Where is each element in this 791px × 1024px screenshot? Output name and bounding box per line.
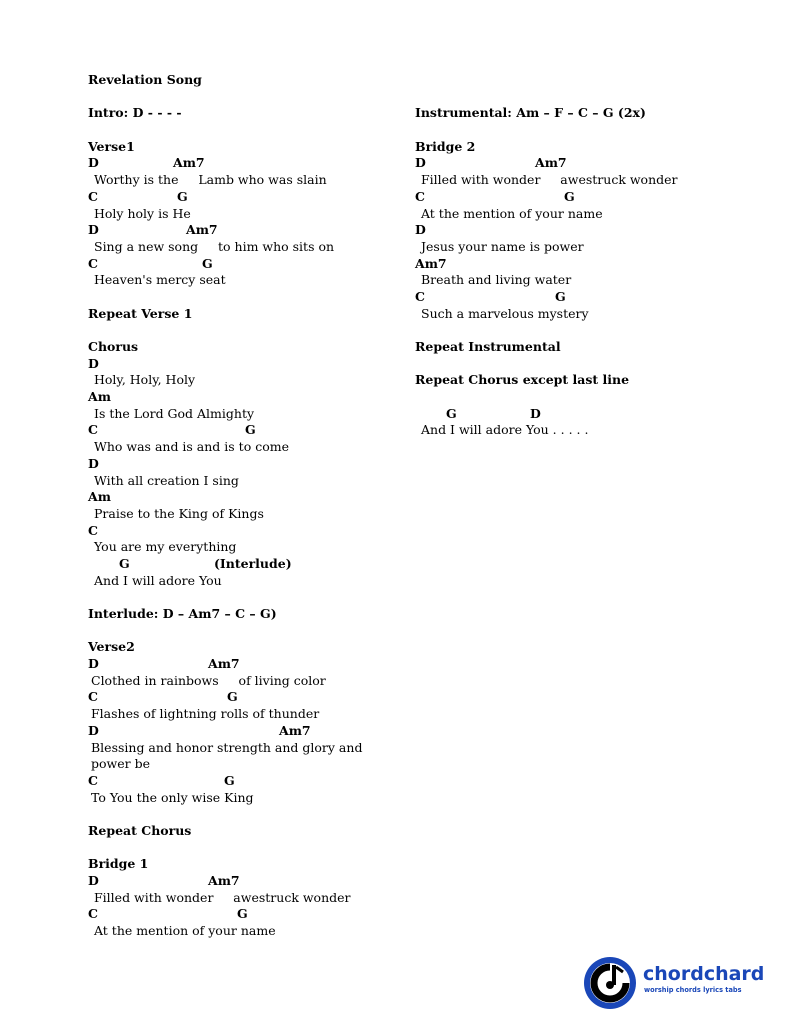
chord: C xyxy=(88,422,98,438)
lyric-line: Holy holy is He xyxy=(94,205,191,221)
chord: Am xyxy=(88,389,111,405)
chord: G xyxy=(564,188,575,204)
chord: D xyxy=(88,656,99,672)
repeat-chorus: Repeat Chorus xyxy=(88,822,192,838)
lyric-line: Worthy is the Lamb who was slain xyxy=(94,172,327,188)
bridge1-heading: Bridge 1 xyxy=(88,856,149,872)
chord: D xyxy=(88,455,99,471)
chord: Am7 xyxy=(279,722,311,738)
bridge2-heading: Bridge 2 xyxy=(415,138,476,154)
verse2-heading: Verse2 xyxy=(88,639,135,655)
lyric-line: Flashes of lightning rolls of thunder xyxy=(91,706,320,722)
chord: G xyxy=(446,405,457,421)
lyric-line: Heaven's mercy seat xyxy=(94,272,226,288)
lyric-line: Filled with wonder awestruck wonder xyxy=(94,889,351,905)
chord: G xyxy=(202,255,213,271)
verse1-heading: Verse1 xyxy=(88,138,135,154)
lyric-line: Filled with wonder awestruck wonder xyxy=(421,172,678,188)
chord: D xyxy=(88,355,99,371)
lyric-line: Holy, Holy, Holy xyxy=(94,372,196,388)
chord: C xyxy=(88,689,98,705)
logo-name: chordchard xyxy=(643,963,765,985)
chord: C xyxy=(88,188,98,204)
chord: G xyxy=(227,689,238,705)
chord: C xyxy=(415,188,425,204)
interlude-marker: (Interlude) xyxy=(214,555,292,571)
right-column xyxy=(415,105,745,439)
chord: C xyxy=(88,255,98,271)
lyric-line: Clothed in rainbows of living color xyxy=(91,672,326,688)
chord: Am7 xyxy=(415,255,447,271)
chord: D xyxy=(88,222,99,238)
chord: D xyxy=(415,155,426,171)
chord: G xyxy=(237,906,248,922)
chord: Am7 xyxy=(173,155,205,171)
logo-tagline: worship chords lyrics tabs xyxy=(644,986,742,994)
chord: D xyxy=(88,155,99,171)
chord: Am xyxy=(88,489,111,505)
chord: D xyxy=(88,722,99,738)
lyric-line: Jesus your name is power xyxy=(421,238,584,254)
chorus-heading: Chorus xyxy=(88,339,139,354)
lyric-line: At the mention of your name xyxy=(94,923,276,939)
lyric-line: With all creation I sing xyxy=(94,472,239,488)
instrumental-line: Instrumental: Am – F – C – G (2x) xyxy=(415,105,646,121)
chord: Am7 xyxy=(535,155,567,171)
chord: G xyxy=(224,772,235,788)
lyric-line: Praise to the King of Kings xyxy=(94,505,264,521)
chord: Am7 xyxy=(186,222,218,238)
lyric-line: To You the only wise King xyxy=(91,789,254,805)
chord: C xyxy=(88,522,98,538)
chord: G xyxy=(555,288,566,304)
logo-emblem-icon xyxy=(583,955,639,1011)
chord: G xyxy=(245,422,256,438)
interlude-line: Interlude: D – Am7 – C – G) xyxy=(88,606,277,621)
lyric-line: At the mention of your name xyxy=(421,205,603,221)
chord: D xyxy=(530,405,541,421)
lyric-line: You are my everything xyxy=(94,539,237,555)
chord: D xyxy=(88,873,99,889)
chord: G xyxy=(177,188,188,204)
lyric-line: And I will adore You xyxy=(94,572,222,588)
chordchard-logo[interactable] xyxy=(583,955,773,1011)
chord: C xyxy=(415,288,425,304)
lyric-line: Is the Lord God Almighty xyxy=(94,405,255,421)
lyric-line: Such a marvelous mystery xyxy=(421,305,589,321)
chord: D xyxy=(415,222,426,238)
chord: Am7 xyxy=(208,873,240,889)
lyric-line: Breath and living water xyxy=(421,272,572,288)
song-title: Revelation Song xyxy=(88,72,202,87)
lyric-line: Who was and is and is to come xyxy=(94,439,289,455)
lyric-line: And I will adore You . . . . . xyxy=(421,422,589,438)
left-column xyxy=(88,72,388,940)
chord: G xyxy=(119,555,130,571)
chord: Am7 xyxy=(208,656,240,672)
lyric-line: Sing a new song to him who sits on xyxy=(94,238,335,254)
repeat-chorus-except: Repeat Chorus except last line xyxy=(415,372,630,388)
repeat-instrumental: Repeat Instrumental xyxy=(415,339,561,355)
lyric-line: Blessing and honor strength and glory and power be xyxy=(91,739,363,772)
chord: C xyxy=(88,772,98,788)
repeat-verse1: Repeat Verse 1 xyxy=(88,305,193,321)
intro-line: Intro: D - - - - xyxy=(88,105,182,121)
chord: C xyxy=(88,906,98,922)
